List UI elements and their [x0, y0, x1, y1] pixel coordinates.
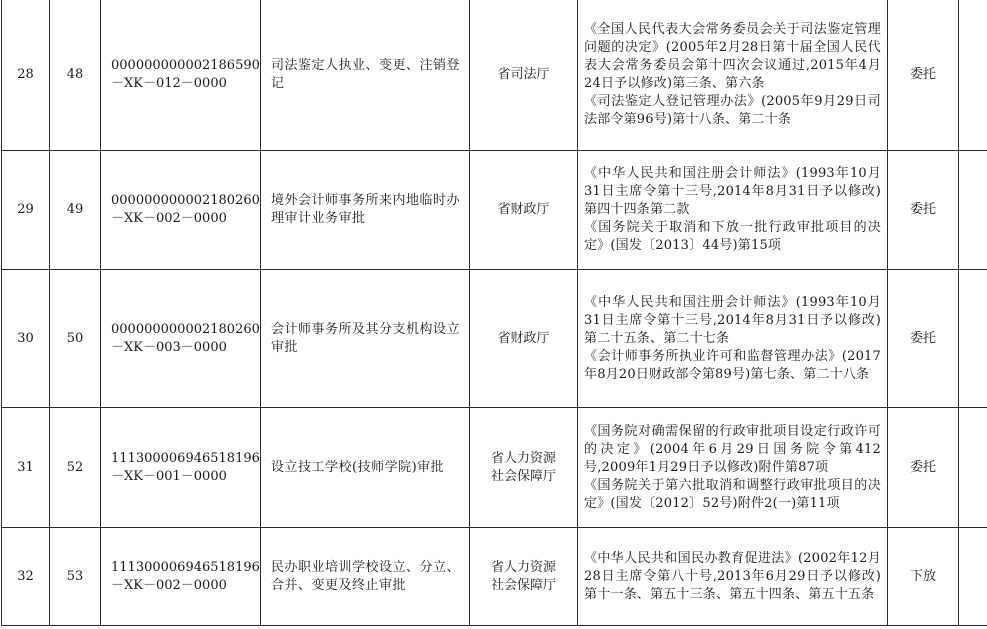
row-item-number	[50, 270, 101, 408]
row-item-name	[261, 151, 470, 270]
row-item-code	[101, 151, 261, 270]
row-legal-basis	[578, 0, 888, 151]
cell-seq: 32	[17, 568, 34, 584]
row-item-number	[50, 408, 101, 528]
cell-code0: 000000000002186590	[111, 58, 260, 73]
row-item-number	[50, 528, 101, 626]
table-row	[2, 408, 987, 528]
department-line: 省人力资源	[490, 559, 556, 575]
cell-mode: 委托	[909, 459, 936, 475]
department-line: 社会保障厅	[490, 577, 556, 593]
row-remark	[959, 270, 987, 408]
row-item-code	[101, 270, 261, 408]
row-item-code	[101, 0, 261, 151]
cell-mode: 委托	[909, 330, 936, 346]
cell-name: 司法鉴定人执业、变更、注销登记	[271, 58, 461, 91]
cell-name: 设立技工学校(技师学院)审批	[271, 459, 445, 475]
approval-items-table	[1, 0, 987, 626]
row-remark	[959, 151, 987, 270]
cell-mode: 委托	[909, 202, 936, 217]
row-department	[470, 528, 578, 626]
cell-seq: 29	[17, 202, 34, 217]
legal-basis-paragraph: 《会计师事务所执业许可和监督管理办法》(2017年8月20日财政部令第89号)第七条、第二十八条	[584, 348, 881, 382]
cell-code1: －XK－002－0000	[111, 577, 227, 593]
row-remark	[959, 528, 987, 626]
cell-seq: 30	[17, 330, 34, 346]
cell-code1: －XK－012－0000	[111, 76, 227, 91]
row-item-name	[261, 528, 470, 626]
row-item-number	[50, 0, 101, 151]
row-delegation-mode	[888, 0, 959, 151]
cell-code0: 000000000002180260	[111, 321, 260, 337]
row-item-name	[261, 0, 470, 151]
cell-code0: 000000000002180260	[111, 193, 260, 208]
cell-code1: －XK－002－0000	[111, 211, 227, 226]
row-department	[470, 270, 578, 408]
row-department	[470, 151, 578, 270]
cell-no: 49	[66, 202, 84, 217]
row-item-name	[261, 270, 470, 408]
cell-no: 53	[66, 568, 84, 584]
row-delegation-mode	[888, 270, 959, 408]
row-sequence-number	[2, 408, 50, 528]
department-line: 省财政厅	[497, 202, 550, 217]
row-remark	[959, 0, 987, 151]
legal-basis-paragraph: 《全国人民代表大会常务委员会关于司法鉴定管理问题的决定》(2005年2月28日第十届全国人民代表大会常务委员会第十四次会议通过,2015年4月24日予以修改)第三条、第六条	[584, 22, 881, 91]
cell-code1: －XK－001－0000	[111, 468, 227, 484]
cell-no: 50	[66, 330, 84, 346]
row-sequence-number	[2, 528, 50, 626]
department-line: 省财政厅	[497, 330, 550, 346]
row-item-name	[261, 408, 470, 528]
row-delegation-mode	[888, 528, 959, 626]
cell-seq: 28	[17, 67, 34, 82]
row-legal-basis	[578, 408, 888, 528]
table-body	[2, 0, 987, 626]
table-row	[2, 528, 987, 626]
table-row	[2, 270, 987, 408]
cell-seq: 31	[17, 459, 34, 475]
row-department	[470, 408, 578, 528]
department-line: 省人力资源	[490, 450, 556, 466]
cell-no: 48	[66, 67, 84, 82]
cell-name: 会计师事务所及其分支机构设立审批	[271, 321, 461, 355]
row-item-code	[101, 408, 261, 528]
cell-mode: 下放	[909, 568, 936, 584]
legal-basis-paragraph: 《国务院对确需保留的行政审批项目设定行政许可的决定》(2004年6月29日国务院令第412号,2009年1月29日予以修改)附件第87项	[584, 423, 881, 475]
row-sequence-number	[2, 151, 50, 270]
row-legal-basis	[578, 151, 888, 270]
legal-basis-paragraph: 《中华人民共和国注册会计师法》(1993年10月31日主席令第十三号,2014年8月31日予以修改)第四十四条第二款	[584, 166, 881, 217]
legal-basis-paragraph: 《中华人民共和国民办教育促进法》(2002年12月28日主席令第八十号,2013年6月29日予以修改)第十一条、第五十三条、第五十四条、第五十五条	[584, 550, 881, 602]
legal-basis-paragraph: 《国务院关于第六批取消和调整行政审批项目的决定》(国发〔2012〕52号)附件2(一)第11项	[584, 477, 881, 511]
row-item-number	[50, 151, 101, 270]
table-row	[2, 151, 987, 270]
department-line: 省司法厅	[497, 67, 550, 82]
row-legal-basis	[578, 528, 888, 626]
cell-code0: 111300006946518196	[111, 450, 260, 466]
row-department	[470, 0, 578, 151]
cell-name: 民办职业培训学校设立、分立、合并、变更及终止审批	[271, 559, 461, 593]
cell-name: 境外会计师事务所来内地临时办理审计业务审批	[271, 193, 461, 226]
table-row	[2, 0, 987, 151]
cell-mode: 委托	[909, 67, 936, 82]
cell-code0: 111300006946518196	[111, 559, 260, 575]
row-item-code	[101, 528, 261, 626]
legal-basis-paragraph: 《司法鉴定人登记管理办法》(2005年9月29日司法部令第96号)第十八条、第二十条	[584, 94, 881, 127]
row-sequence-number	[2, 0, 50, 151]
row-sequence-number	[2, 270, 50, 408]
row-delegation-mode	[888, 408, 959, 528]
legal-basis-paragraph: 《中华人民共和国注册会计师法》(1993年10月31日主席令第十三号,2014年8月31日予以修改)第二十五条、第二十七条	[584, 294, 881, 346]
row-delegation-mode	[888, 151, 959, 270]
legal-basis-paragraph: 《国务院关于取消和下放一批行政审批项目的决定》(国发〔2013〕44号)第15项	[584, 220, 881, 253]
cell-code1: －XK－003－0000	[111, 339, 227, 355]
row-legal-basis	[578, 270, 888, 408]
cell-no: 52	[66, 459, 84, 475]
department-line: 社会保障厅	[490, 468, 556, 484]
row-remark	[959, 408, 987, 528]
